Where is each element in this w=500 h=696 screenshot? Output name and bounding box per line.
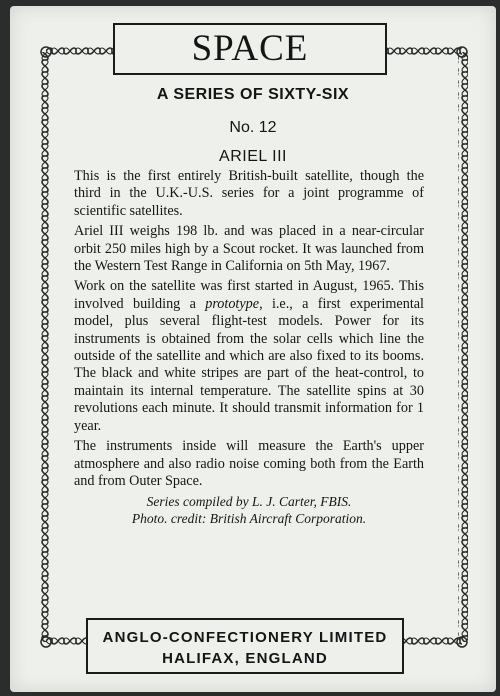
paragraph-3-start: Work on the satellite was first started in August, 1965. This involved building a (74, 278, 424, 312)
credit-photo: Photo. credit: British Aircraft Corporation. (131, 511, 367, 527)
maker-location: HALIFAX, ENGLAND (162, 650, 328, 667)
card (10, 6, 496, 692)
paragraph-4: The instruments inside will measure the Earth's upper atmosphere and also radio noise coming both from the Earth and from Outer Space. (74, 438, 424, 489)
paragraph-3 (74, 278, 424, 435)
paragraph-2: Ariel III weighs 198 lb. and was placed in a near-circular orbit 250 miles high by a Scout rocket. It was launched from the Western Test Range in California on 5th May, 1967. (74, 223, 424, 275)
paragraph-3-end: , i.e., a first experimental model, plus several flight-test models. Power for its instruments is obtained from the solar cells which line the outside of the satellite and which are also fixed to its booms. The black and white stripes are part of the heat-control, to maintain its internal temperature. The satellite spins at 30 revolutions each minute. It should transmit information for 1 year. (74, 295, 424, 434)
card-body (74, 168, 424, 527)
card-title: SPACE (191, 28, 309, 69)
title-box (113, 23, 387, 75)
card-subject: ARIEL III (219, 148, 287, 165)
maker-name: ANGLO-CONFECTIONERY LIMITED (102, 629, 388, 646)
credit-compiled: Series compiled by L. J. Carter, FBIS. (146, 494, 352, 510)
card-number: No. 12 (229, 119, 277, 136)
maker-box (86, 618, 404, 674)
paragraph-3-italic: prototype (205, 295, 260, 312)
series-heading: A SERIES OF SIXTY-SIX (156, 86, 350, 103)
paragraph-1: This is the first entirely British-built satellite, though the third in the U.K.-U.S. series for a joint programme of scientific satellites. (74, 168, 424, 219)
